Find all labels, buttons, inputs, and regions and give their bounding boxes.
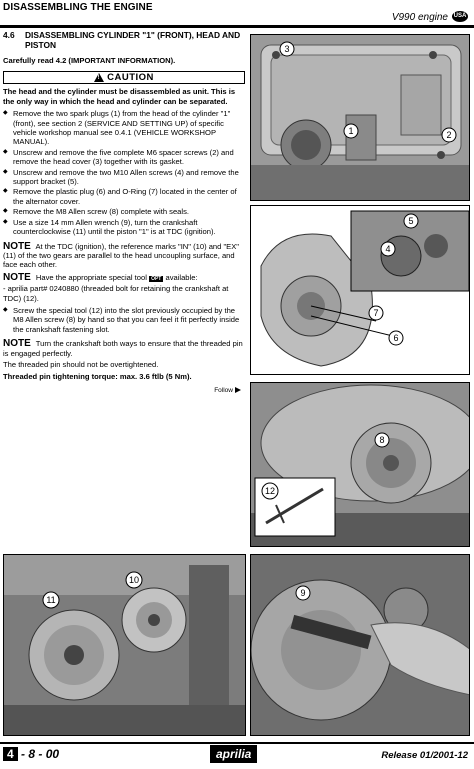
step-item: ◆ Screw the special tool (12) into the slot previously occupied by the M8 Allen screw (8) by hand so that you can feel it fit perfectly inside the crankshaft fastening slot. [3, 306, 245, 334]
page-number [3, 747, 59, 761]
step-item: ◆ Remove the M8 Allen screw (8) complete with seals. [3, 207, 245, 216]
photo-timing-gears [3, 554, 246, 736]
read-note: Carefully read 4.2 (IMPORTANT INFORMATION). [3, 56, 176, 65]
note-tdc [3, 242, 245, 270]
callout-8: 8 [379, 435, 385, 445]
photo-allen-wrench-illustration [251, 555, 470, 736]
callout-6: 6 [393, 333, 399, 343]
step-item: ◆ Unscrew and remove the five complete M6 spacer screws (2) and remove the head cover (3) together with its gasket. [3, 148, 245, 167]
step-item: ◆ Unscrew and remove the two M10 Allen screws (4) and remove the support bracket (5). [3, 168, 245, 187]
step-item: ◆ Use a size 14 mm Allen wrench (9), turn the crankshaft counterclockwise (11) until the piston "1" is at TDC (ignition). [3, 218, 245, 237]
photo-alternator-cover-illustration [251, 383, 470, 547]
instruction-column [3, 30, 245, 395]
photo-head-cover [250, 34, 470, 201]
callout-9: 9 [300, 588, 306, 598]
special-tool-icon: OPT [151, 275, 162, 282]
note-label: NOTE [3, 271, 31, 283]
callout-1: 1 [348, 126, 354, 136]
photo-head-cover-illustration [251, 35, 470, 201]
note-label: NOTE [3, 240, 31, 252]
photo-engine-side-illustration [251, 206, 470, 375]
callout-11: 11 [46, 595, 56, 605]
release-info: Release 01/2001-12 [381, 750, 468, 761]
note-text-2: The threaded pin should not be overtightened. [3, 359, 159, 369]
note-text: Have the appropriate special tool [35, 272, 147, 282]
callout-10: 10 [128, 575, 140, 585]
section-title: DISASSEMBLING CYLINDER "1" (FRONT), HEAD AND PISTON [25, 30, 241, 50]
footer-rule [0, 742, 474, 744]
warning-triangle-icon [94, 73, 104, 82]
note-crankshaft [3, 339, 245, 358]
note-text: Turn the crankshaft both ways to ensure that the threaded pin is engaged perfectly. [3, 339, 243, 358]
note-special-tool [3, 273, 245, 303]
note-label: NOTE [3, 338, 31, 350]
callout-3: 3 [284, 44, 290, 54]
tool-steps-list [3, 306, 245, 334]
arrow-right-icon [235, 387, 241, 393]
page-rest: - 8 - 00 [21, 747, 60, 761]
page-header [0, 0, 474, 26]
step-item: ◆ Remove the two spark plugs (1) from the head of the cylinder "1" (front), see section 2 (SERVICE AND SETTING UP) of specific vehicle workshop manual see 0.4.1 (VEHICLE WORKSHOP MANUAL). [3, 109, 245, 147]
steps-list [3, 109, 245, 236]
caution-box [3, 71, 245, 84]
photo-timing-gears-illustration [4, 555, 246, 736]
callout-2: 2 [446, 130, 452, 140]
callout-5: 5 [408, 216, 414, 226]
engine-model: V990 engine [391, 12, 448, 23]
header-rule [0, 25, 474, 28]
chapter-title: DISASSEMBLING THE ENGINE [3, 2, 153, 13]
section-heading [3, 30, 245, 50]
caution-label: CAUTION [107, 72, 154, 84]
aprilia-logo: aprilia [210, 745, 257, 763]
callout-12: 12 [264, 486, 276, 496]
chapter-number: 4 [3, 747, 18, 761]
photo-engine-side [250, 205, 470, 375]
note-text: At the TDC (ignition), the reference marks "IN" (10) and "EX" (11) of the two gears are parallel to the head uncoupling surface, and face each other. [3, 241, 240, 270]
photo-alternator-cover [250, 382, 470, 547]
callout-4: 4 [385, 244, 391, 254]
follow-indicator [3, 386, 241, 395]
photo-allen-wrench [250, 554, 470, 736]
section-number: 4.6 [3, 30, 15, 40]
tool-part-number: - aprilia part# 0240880 (threaded bolt for retaining the crankshaft at TDC) (12). [3, 284, 229, 303]
usa-badge: USA [452, 11, 468, 22]
follow-label: Follow [214, 386, 233, 394]
page-footer [0, 742, 474, 769]
torque-spec: Threaded pin tightening torque: max. 3.6 ftlb (5 Nm). [3, 372, 192, 382]
caution-text: The head and the cylinder must be disassembled as unit. This is the only way in which the head and cylinder can be separated. [3, 87, 236, 106]
note-text: available: [165, 272, 198, 282]
step-item: ◆ Remove the plastic plug (6) and O-Ring (7) located in the center of the alternator cover. [3, 187, 245, 206]
callout-7: 7 [373, 308, 379, 318]
